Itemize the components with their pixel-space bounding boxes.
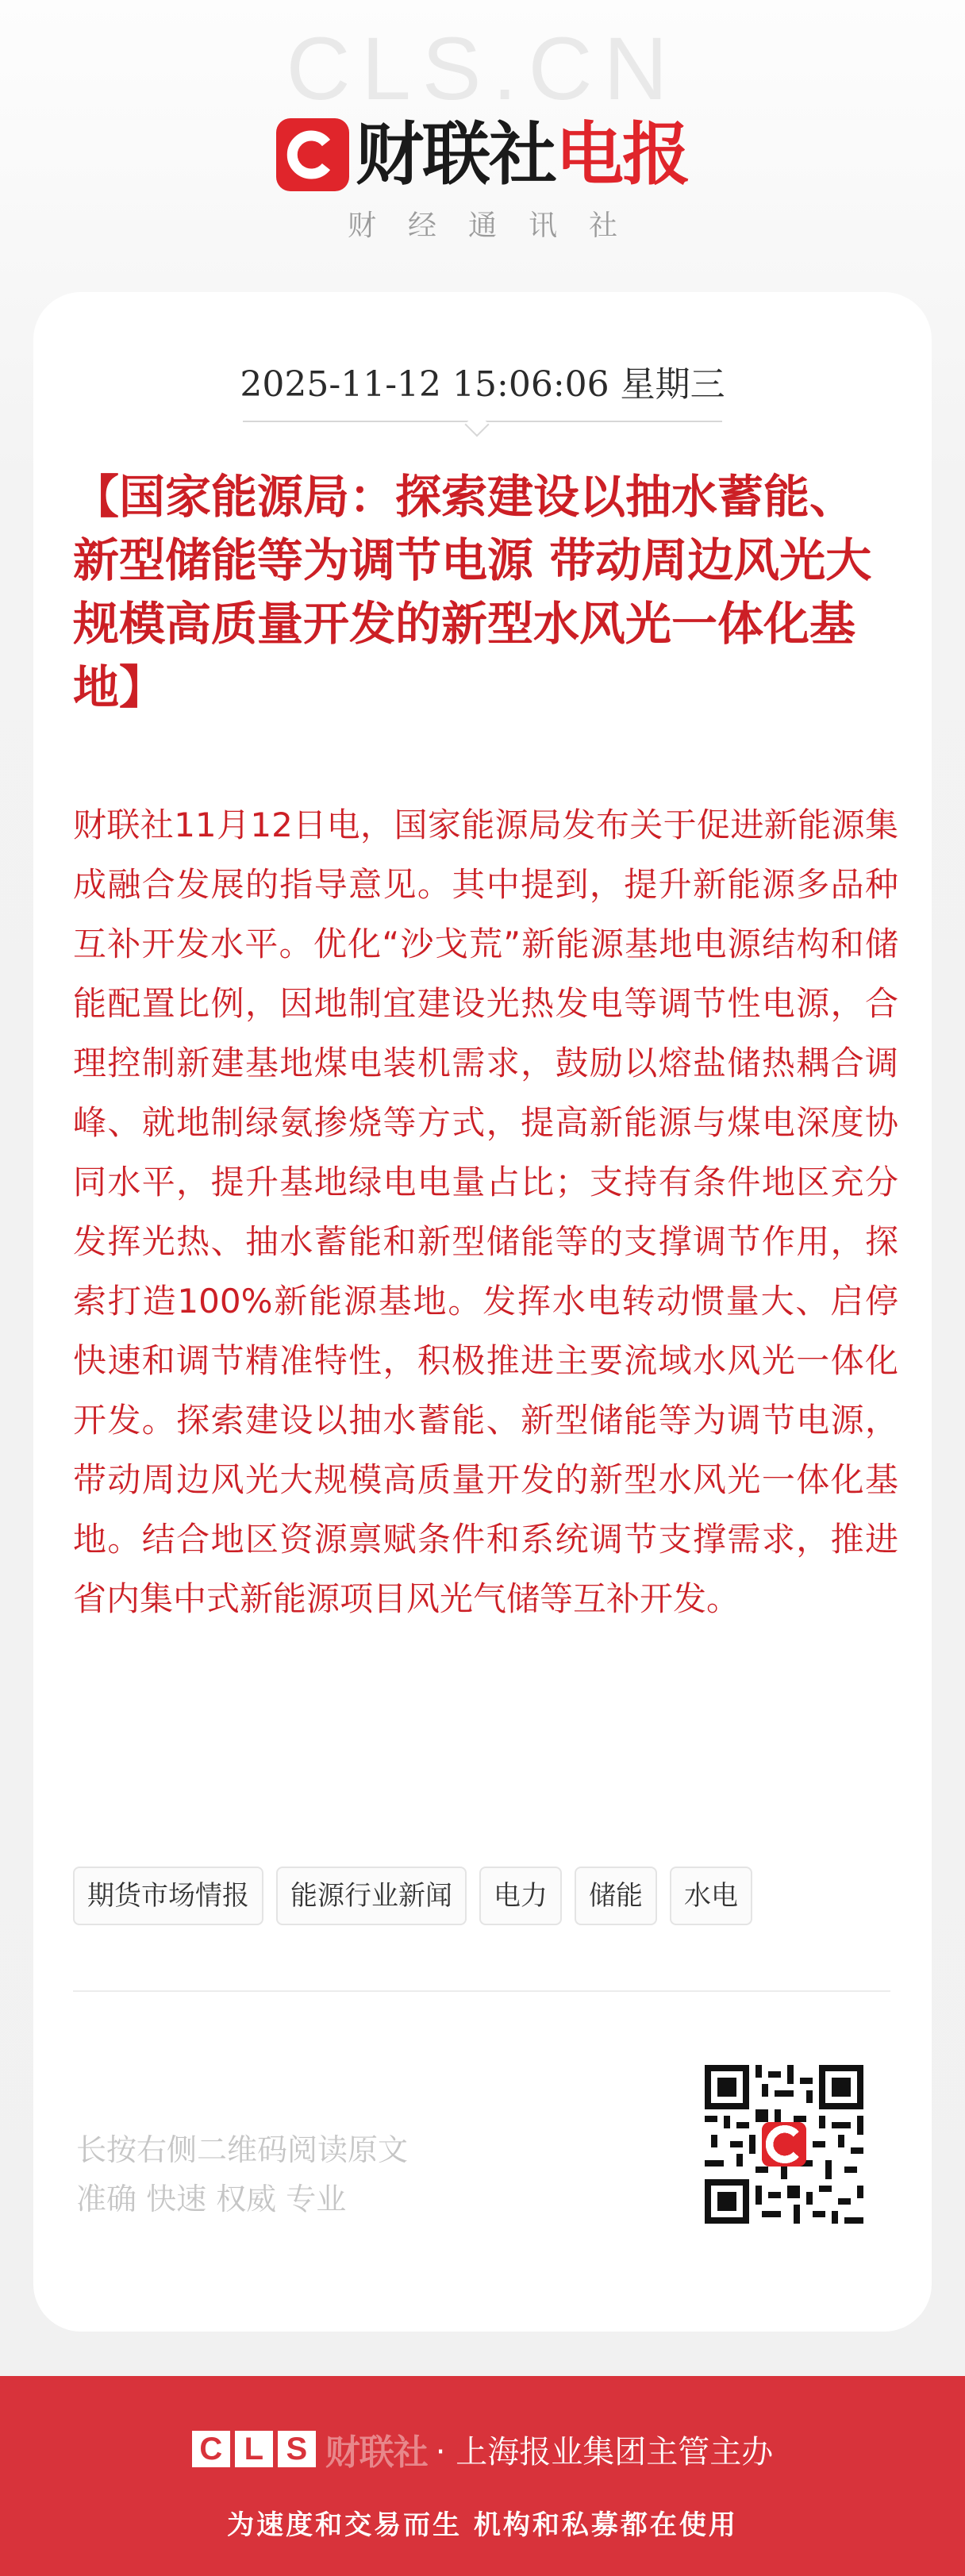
watermark-text: CLS.CN: [286, 19, 679, 118]
subbrand-tagline: 财经通讯社: [347, 210, 649, 242]
tag-item[interactable]: 电力: [479, 1867, 562, 1925]
publish-datetime: 2025-11-12 15:06:06 星期三: [240, 364, 725, 405]
logo-text-black: 财联社: [356, 115, 556, 194]
cls-logo-icon: [276, 118, 349, 191]
footer-banner: [0, 2376, 965, 2576]
tag-item[interactable]: 水电: [670, 1867, 752, 1925]
tag-item[interactable]: 储能: [575, 1867, 657, 1925]
qr-code-icon[interactable]: [705, 2065, 863, 2224]
brand-values-text: 准确 快速 权威 专业: [76, 2182, 347, 2217]
tag-item[interactable]: 能源行业新闻: [276, 1867, 467, 1925]
divider-notch: [464, 412, 489, 436]
logo-wordmark: [356, 115, 689, 194]
banner-publisher-text: · 上海报业集团主管主办: [435, 2433, 774, 2470]
cls-letter: C: [192, 2431, 230, 2467]
footer-note: [76, 2125, 408, 2224]
cls-letter: S: [278, 2431, 316, 2467]
qr-hint-text: 长按右侧二维码阅读原文: [76, 2132, 409, 2167]
banner-faded-name: 财联社: [325, 2432, 428, 2473]
tag-item[interactable]: 期货市场情报: [73, 1867, 263, 1925]
banner-slogan: 为速度和交易而生 机构和私募都在使用: [227, 2509, 738, 2541]
cls-letter: L: [235, 2431, 273, 2467]
banner-brand-row: [0, 2424, 965, 2474]
brand-logo: [0, 111, 965, 198]
article-card: [33, 292, 932, 2332]
article-headline: 【国家能源局：探索建设以抽水蓄能、新型储能等为调节电源 带动周边风光大规模高质量开发的新型水风光一体化基地】: [73, 470, 872, 714]
article-body: 财联社11月12日电，国家能源局发布关于促进新能源集成融合发展的指导意见。其中提到，提升新能源多品种互补开发水平。优化“沙戈荒”新能源基地电源结构和储能配置比例，因地制宜建设光热发电等调节性电源，合理控制新建基地煤电装机需求，鼓励以熔盐储热耦合调峰、就地制绿氨掺烧等方式，提高新能源与煤电深度协同水平，提升基地绿电电量占比；支持有条件地区充分发挥光热、抽水蓄能和新型储能等的支撑调节作用，探索打造100%新能源基地。发挥水电转动惯量大、启停快速和调节精准特性，积极推进主要流域水风光一体化开发。探索建设以抽水蓄能、新型储能等为调节电源，带动周边风光大规模高质量开发的新型水风光一体化基地。结合地区资源禀赋条件和系统调节支撑需求，推进省内集中式新能源项目风光气储等互补开发。: [73, 805, 898, 1618]
cls-letter-logo: [192, 2431, 316, 2467]
logo-text-red: 电报: [556, 115, 689, 194]
tag-list: [73, 1867, 752, 1925]
footer-divider: [73, 1990, 890, 1992]
